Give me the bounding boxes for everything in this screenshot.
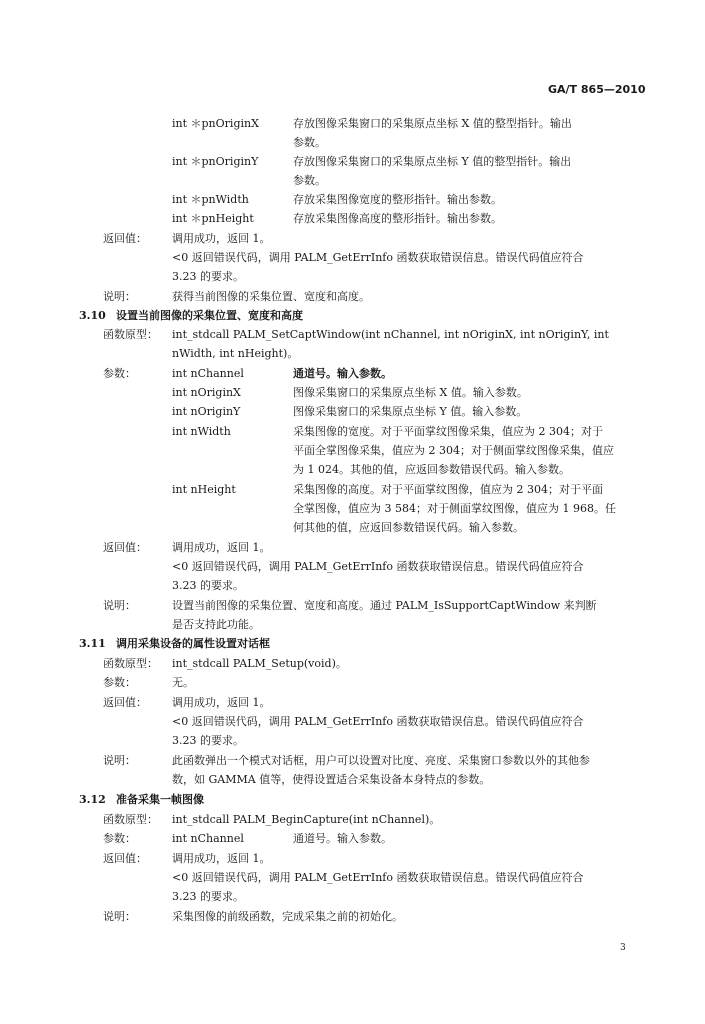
return-text: <0 返回错误代码，调用 PALM_GetErrInfo 函数获取错误信息。错误代码值应符合 (172, 871, 584, 884)
return-label: 返回值： (103, 696, 147, 709)
return-text: <0 返回错误代码，调用 PALM_GetErrInfo 函数获取错误信息。错误代码值应符合 (172, 715, 584, 728)
param-name: int nHeight (172, 483, 236, 496)
param-desc: 通道号。输入参数。 (293, 832, 392, 845)
param-name: int ＊pnOriginY (172, 155, 259, 168)
param-desc: 存放图像采集窗口的采集原点坐标 Y 值的整型指针。输出 (293, 155, 572, 168)
return-text: 3.23 的要求。 (172, 270, 244, 283)
prototype-text: nWidth, int nHeight)。 (172, 347, 299, 360)
param-desc: 全掌图像，值应为 3 584；对于侧面掌纹图像，值应为 1 968。任 (293, 502, 616, 515)
return-label: 返回值： (103, 232, 147, 245)
return-text: <0 返回错误代码，调用 PALM_GetErrInfo 函数获取错误信息。错误代码值应符合 (172, 560, 584, 573)
return-text: 3.23 的要求。 (172, 890, 244, 903)
param-name: int ＊pnHeight (172, 212, 254, 225)
note-text: 此函数弹出一个模式对话框，用户可以设置对比度、亮度、采集窗口参数以外的其他参 (172, 754, 590, 767)
return-text: 调用成功，返回 1。 (172, 232, 271, 245)
param-desc: 存放采集图像高度的整形指针。输出参数。 (293, 212, 502, 225)
param-desc: 参数。 (293, 136, 326, 149)
note-text: 获得当前图像的采集位置、宽度和高度。 (172, 290, 370, 303)
param-name: int nOriginY (172, 405, 241, 418)
section-number: 3.12 (79, 793, 106, 806)
param-desc: 平面全掌图像采集，值应为 2 304；对于侧面掌纹图像采集，值应 (293, 444, 614, 457)
section-title: 调用采集设备的属性设置对话框 (116, 637, 270, 650)
document-code: GA/T 865—2010 (548, 83, 646, 96)
section-title: 设置当前图像的采集位置、宽度和高度 (116, 309, 303, 322)
param-name: int ＊pnWidth (172, 193, 249, 206)
prototype-text: int_stdcall PALM_SetCaptWindow(int nChannel, int nOriginX, int nOriginY, int (172, 328, 609, 341)
param-desc: 为 1 024。其他的值，应返回参数错误代码。输入参数。 (293, 463, 570, 476)
return-label: 返回值： (103, 541, 147, 554)
return-text: 3.23 的要求。 (172, 579, 244, 592)
param-name: int nChannel (172, 832, 244, 845)
prototype-label: 函数原型： (103, 657, 158, 670)
param-name: int nChannel (172, 367, 244, 380)
return-text: 调用成功，返回 1。 (172, 541, 271, 554)
return-label: 返回值： (103, 852, 147, 865)
param-desc: 存放采集图像宽度的整形指针。输出参数。 (293, 193, 502, 206)
note-text: 数，如 GAMMA 值等，使得设置适合采集设备本身特点的参数。 (172, 773, 491, 786)
params-label: 参数： (103, 832, 136, 845)
params-value: 无。 (172, 676, 194, 689)
section-number: 3.11 (79, 637, 106, 650)
note-label: 说明： (103, 910, 136, 923)
param-name: int nOriginX (172, 386, 241, 399)
note-label: 说明： (103, 290, 136, 303)
param-desc: 图像采集窗口的采集原点坐标 X 值。输入参数。 (293, 386, 528, 399)
prototype-text: int_stdcall PALM_BeginCapture(int nChannel)。 (172, 813, 441, 826)
param-desc: 参数。 (293, 174, 326, 187)
section-number: 3.10 (79, 309, 106, 322)
note-label: 说明： (103, 754, 136, 767)
param-name: int ＊pnOriginX (172, 117, 259, 130)
note-label: 说明： (103, 599, 136, 612)
note-text: 采集图像的前级函数，完成采集之前的初始化。 (172, 910, 403, 923)
params-label: 参数： (103, 676, 136, 689)
return-text: 调用成功，返回 1。 (172, 696, 271, 709)
return-text: <0 返回错误代码，调用 PALM_GetErrInfo 函数获取错误信息。错误代码值应符合 (172, 251, 584, 264)
param-desc: 通道号。输入参数。 (293, 367, 392, 380)
param-desc: 何其他的值，应返回参数错误代码。输入参数。 (293, 521, 524, 534)
note-text: 设置当前图像的采集位置、宽度和高度。通过 PALM_IsSupportCaptWindow 来判断 (172, 599, 597, 612)
prototype-text: int_stdcall PALM_Setup(void)。 (172, 657, 347, 670)
note-text: 是否支持此功能。 (172, 618, 260, 631)
prototype-label: 函数原型： (103, 813, 158, 826)
prototype-label: 函数原型： (103, 328, 158, 341)
return-text: 调用成功，返回 1。 (172, 852, 271, 865)
section-title: 准备采集一帧图像 (116, 793, 204, 806)
param-name: int nWidth (172, 425, 231, 438)
page-number: 3 (620, 943, 626, 953)
param-desc: 图像采集窗口的采集原点坐标 Y 值。输入参数。 (293, 405, 528, 418)
params-label: 参数： (103, 367, 136, 380)
param-desc: 采集图像的高度。对于平面掌纹图像，值应为 2 304；对于平面 (293, 483, 603, 496)
param-desc: 存放图像采集窗口的采集原点坐标 X 值的整型指针。输出 (293, 117, 572, 130)
return-text: 3.23 的要求。 (172, 734, 244, 747)
param-desc: 采集图像的宽度。对于平面掌纹图像采集，值应为 2 304；对于 (293, 425, 603, 438)
